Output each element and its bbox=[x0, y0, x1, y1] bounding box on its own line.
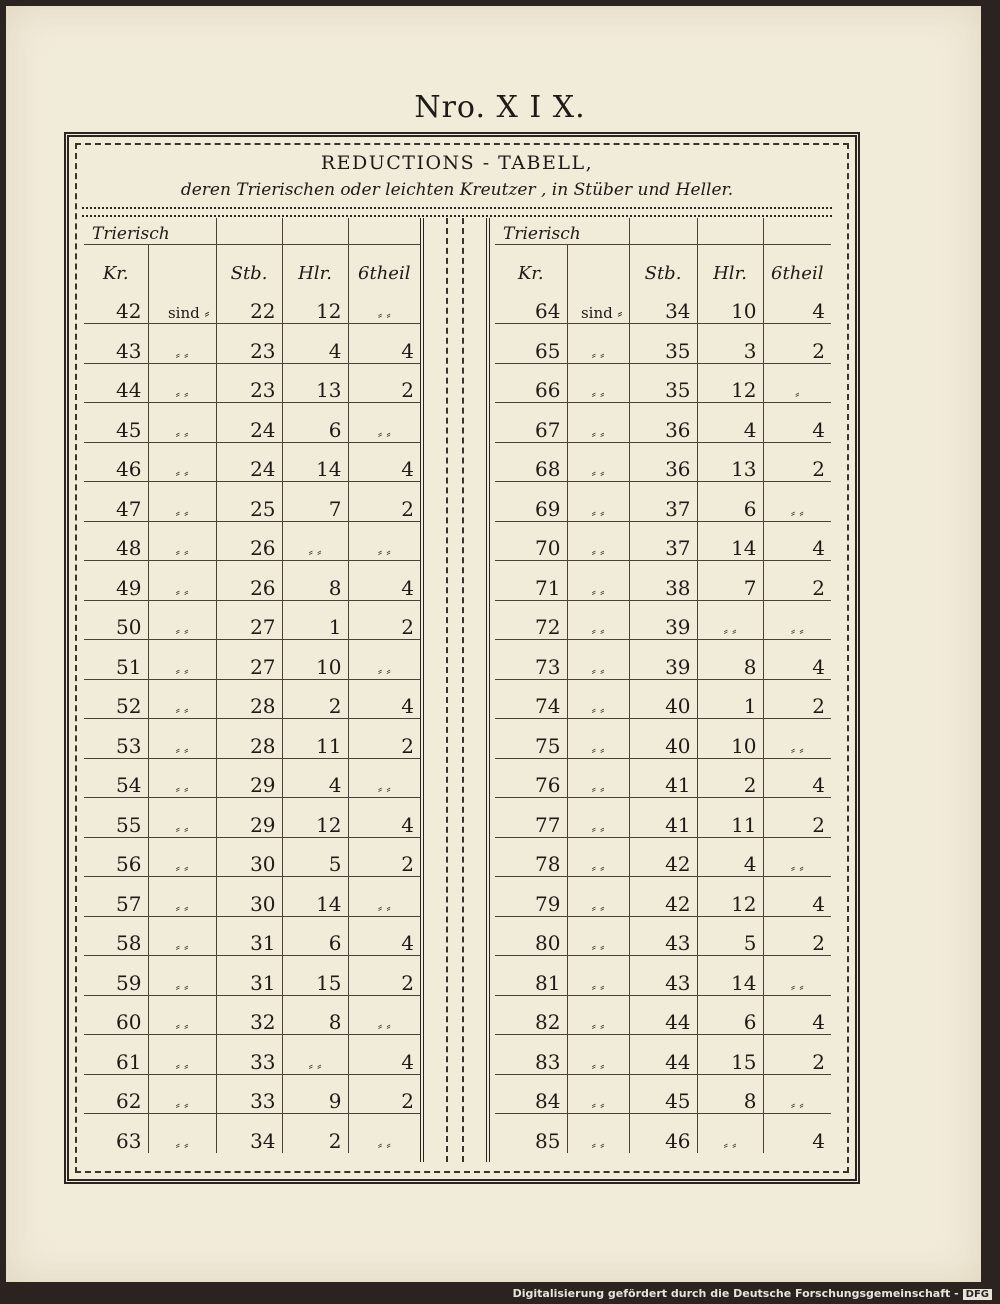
table-cell: 2 bbox=[348, 719, 420, 759]
table-cell: ⸗ ⸗ bbox=[567, 600, 629, 640]
table-cell: ⸗ ⸗ bbox=[377, 1138, 391, 1153]
table-row bbox=[84, 877, 420, 917]
table-cell: 6 bbox=[697, 482, 763, 522]
table-cell: ⸗ ⸗ bbox=[567, 1074, 629, 1114]
table-cell: ⸗ ⸗ bbox=[282, 521, 348, 561]
table-cell: 2 bbox=[763, 1035, 831, 1075]
table-cell: 61 bbox=[84, 1035, 148, 1075]
table-cell: 81 bbox=[495, 956, 567, 996]
table-cell: 11 bbox=[282, 719, 348, 759]
table-cell: 55 bbox=[84, 798, 148, 838]
table-cell: 2 bbox=[348, 600, 420, 640]
table-title: REDUCTIONS - TABELL, bbox=[320, 152, 594, 174]
ornamental-rule bbox=[82, 207, 832, 217]
table-cell: 40 bbox=[629, 719, 697, 759]
table-cell: 52 bbox=[84, 679, 148, 719]
table-cell: 15 bbox=[697, 1035, 763, 1075]
table-cell: ⸗ ⸗ bbox=[148, 877, 216, 917]
table-cell: 64 bbox=[495, 284, 567, 324]
table-cell: 5 bbox=[697, 916, 763, 956]
table-cell: 66 bbox=[495, 363, 567, 403]
table-subtitle: deren Trierischen oder leichten Kreutzer , in Stüber und Heller. bbox=[180, 180, 734, 200]
table-cell: ⸗ ⸗ bbox=[567, 798, 629, 838]
table-cell: ⸗ ⸗ bbox=[567, 719, 629, 759]
table-row bbox=[84, 561, 420, 601]
table-row bbox=[84, 403, 420, 443]
table-cell: 48 bbox=[84, 521, 148, 561]
table-cell: 12 bbox=[697, 363, 763, 403]
table-cell: 35 bbox=[629, 363, 697, 403]
table-row bbox=[84, 837, 420, 877]
table-cell: ⸗ ⸗ bbox=[148, 600, 216, 640]
table-row bbox=[495, 363, 831, 403]
table-cell: 2 bbox=[348, 482, 420, 522]
table-cell: 45 bbox=[84, 403, 148, 443]
table-cell: ⸗ ⸗ bbox=[148, 995, 216, 1035]
table-row bbox=[84, 1114, 420, 1154]
table-cell: ⸗ ⸗ bbox=[763, 956, 831, 996]
table-cell: 68 bbox=[495, 442, 567, 482]
table-cell: 4 bbox=[348, 916, 420, 956]
conversion-table-left bbox=[84, 218, 420, 1153]
table-cell: 2 bbox=[348, 363, 420, 403]
table-cell: 71 bbox=[495, 561, 567, 601]
table-cell: ⸗ ⸗ bbox=[697, 600, 763, 640]
table-cell: 22 bbox=[216, 284, 282, 324]
table-cell: 56 bbox=[84, 837, 148, 877]
table-cell: 54 bbox=[84, 758, 148, 798]
table-cell: 7 bbox=[282, 482, 348, 522]
table-cell: 36 bbox=[629, 403, 697, 443]
table-cell: ⸗ ⸗ bbox=[567, 1114, 629, 1154]
table-cell: 7 bbox=[697, 561, 763, 601]
table-row bbox=[495, 284, 831, 324]
table-cell: 10 bbox=[697, 284, 763, 324]
table-row bbox=[495, 442, 831, 482]
table-cell: 58 bbox=[84, 916, 148, 956]
table-cell: ⸗ ⸗ bbox=[148, 363, 216, 403]
table-cell: 47 bbox=[84, 482, 148, 522]
column-header: Hlr. bbox=[282, 244, 348, 284]
table-cell: 29 bbox=[216, 798, 282, 838]
table-row bbox=[495, 561, 831, 601]
table-row bbox=[84, 798, 420, 838]
table-cell: ⸗ ⸗ bbox=[567, 956, 629, 996]
table-cell: 2 bbox=[282, 679, 348, 719]
table-cell: 70 bbox=[495, 521, 567, 561]
table-cell: ⸗ ⸗ bbox=[148, 442, 216, 482]
table-cell: 38 bbox=[629, 561, 697, 601]
table-cell: 14 bbox=[697, 956, 763, 996]
table-cell: 37 bbox=[629, 482, 697, 522]
table-cell: ⸗ ⸗ bbox=[567, 442, 629, 482]
table-row bbox=[84, 1074, 420, 1114]
table-cell: 14 bbox=[282, 442, 348, 482]
table-cell: 11 bbox=[697, 798, 763, 838]
table-cell: 2 bbox=[763, 916, 831, 956]
table-cell: ⸗ ⸗ bbox=[567, 758, 629, 798]
table-cell: ⸗ ⸗ bbox=[348, 284, 420, 324]
table-cell: ⸗ ⸗ bbox=[148, 640, 216, 680]
table-cell: 53 bbox=[84, 719, 148, 759]
table-cell: 2 bbox=[763, 798, 831, 838]
group-header: Trierisch bbox=[495, 218, 629, 244]
column-header bbox=[148, 244, 216, 284]
table-cell: 29 bbox=[216, 758, 282, 798]
column-header: Stb. bbox=[629, 244, 697, 284]
dfg-logo: DFG bbox=[963, 1289, 992, 1300]
table-row bbox=[84, 916, 420, 956]
table-cell: 6 bbox=[697, 995, 763, 1035]
table-cell: ⸗ ⸗ bbox=[567, 324, 629, 364]
table-cell: 10 bbox=[282, 640, 348, 680]
table-cell: ⸗ ⸗ bbox=[148, 561, 216, 601]
credit-text: Digitalisierung gefördert durch die Deutsche Forschungsgemeinschaft - bbox=[512, 1287, 959, 1300]
table-cell: 33 bbox=[216, 1074, 282, 1114]
table-cell: 42 bbox=[84, 284, 148, 324]
table-cell: ⸗ ⸗ bbox=[567, 679, 629, 719]
ornamental-column-divider bbox=[420, 218, 490, 1162]
table-cell: ⸗ ⸗ bbox=[348, 640, 420, 680]
column-header: 6theil bbox=[771, 263, 824, 284]
digitization-credit bbox=[513, 1287, 992, 1300]
table-cell: 4 bbox=[763, 284, 831, 324]
table-cell: 14 bbox=[282, 877, 348, 917]
table-cell: 4 bbox=[763, 758, 831, 798]
table-cell: 4 bbox=[348, 798, 420, 838]
table-cell: 72 bbox=[495, 600, 567, 640]
table-cell: 67 bbox=[495, 403, 567, 443]
table-row bbox=[84, 600, 420, 640]
table-cell: ⸗ ⸗ bbox=[348, 521, 420, 561]
table-cell: 43 bbox=[84, 324, 148, 364]
table-cell: 40 bbox=[629, 679, 697, 719]
table-cell: ⸗ ⸗ bbox=[763, 482, 831, 522]
table-row bbox=[84, 956, 420, 996]
table-cell: 8 bbox=[282, 561, 348, 601]
table-cell: 13 bbox=[282, 363, 348, 403]
table-cell: 83 bbox=[495, 1035, 567, 1075]
table-cell: 35 bbox=[629, 324, 697, 364]
table-cell: 60 bbox=[84, 995, 148, 1035]
table-cell: 4 bbox=[282, 758, 348, 798]
table-row bbox=[84, 995, 420, 1035]
table-cell: 79 bbox=[495, 877, 567, 917]
table-cell: ⸗ ⸗ bbox=[148, 798, 216, 838]
table-cell: ⸗ ⸗ bbox=[148, 679, 216, 719]
table-cell: 2 bbox=[348, 1074, 420, 1114]
table-cell: ⸗ ⸗ bbox=[567, 877, 629, 917]
table-cell: 2 bbox=[763, 679, 831, 719]
table-cell: 4 bbox=[348, 561, 420, 601]
table-cell: ⸗ ⸗ bbox=[348, 877, 420, 917]
table-row bbox=[84, 284, 420, 324]
table-row bbox=[495, 482, 831, 522]
table-cell: 3 bbox=[697, 324, 763, 364]
table-cell: 24 bbox=[216, 403, 282, 443]
table-cell: 26 bbox=[216, 521, 282, 561]
table-cell: ⸗ ⸗ bbox=[763, 600, 831, 640]
table-cell: 30 bbox=[216, 837, 282, 877]
table-cell: 32 bbox=[216, 995, 282, 1035]
table-cell: ⸗ ⸗ bbox=[567, 561, 629, 601]
table-cell: ⸗ ⸗ bbox=[148, 956, 216, 996]
table-cell: 49 bbox=[84, 561, 148, 601]
table-row bbox=[495, 916, 831, 956]
table-cell: 2 bbox=[763, 442, 831, 482]
table-cell: ⸗ ⸗ bbox=[148, 482, 216, 522]
table-cell: 4 bbox=[697, 837, 763, 877]
table-cell: ⸗ ⸗ bbox=[763, 719, 831, 759]
table-cell: 65 bbox=[495, 324, 567, 364]
table-cell: 41 bbox=[629, 798, 697, 838]
table-row bbox=[495, 758, 831, 798]
table-cell: 4 bbox=[763, 403, 831, 443]
table-cell: ⸗ ⸗ bbox=[148, 1074, 216, 1114]
table-cell: ⸗ ⸗ bbox=[763, 837, 831, 877]
table-cell: 27 bbox=[216, 640, 282, 680]
table-row bbox=[495, 995, 831, 1035]
table-cell: ⸗ ⸗ bbox=[148, 837, 216, 877]
table-row bbox=[84, 758, 420, 798]
table-row bbox=[495, 1114, 831, 1154]
table-cell: 57 bbox=[84, 877, 148, 917]
table-cell: 80 bbox=[495, 916, 567, 956]
table-row bbox=[495, 956, 831, 996]
table-cell: sind ⸗ bbox=[567, 284, 629, 324]
table-cell: ⸗ ⸗ bbox=[567, 640, 629, 680]
table-cell: 4 bbox=[348, 324, 420, 364]
table-cell: 4 bbox=[282, 324, 348, 364]
table-cell: 27 bbox=[216, 600, 282, 640]
table-row bbox=[495, 798, 831, 838]
table-cell: 1 bbox=[697, 679, 763, 719]
table-cell: ⸗ ⸗ bbox=[148, 916, 216, 956]
table-cell: ⸗ ⸗ bbox=[567, 482, 629, 522]
table-cell: 28 bbox=[216, 679, 282, 719]
table-cell: 2 bbox=[697, 758, 763, 798]
table-cell: 31 bbox=[216, 956, 282, 996]
table-cell: 44 bbox=[629, 995, 697, 1035]
table-cell: 59 bbox=[84, 956, 148, 996]
table-cell: 4 bbox=[697, 403, 763, 443]
table-cell: 42 bbox=[629, 877, 697, 917]
column-header: Kr. bbox=[84, 244, 148, 284]
table-row bbox=[495, 837, 831, 877]
table-cell: 78 bbox=[495, 837, 567, 877]
table-cell: 23 bbox=[216, 363, 282, 403]
table-row bbox=[495, 1074, 831, 1114]
table-cell: 25 bbox=[216, 482, 282, 522]
table-cell: 77 bbox=[495, 798, 567, 838]
table-cell: 2 bbox=[282, 1114, 348, 1154]
table-cell: 74 bbox=[495, 679, 567, 719]
table-row bbox=[495, 324, 831, 364]
table-cell: 2 bbox=[763, 324, 831, 364]
table-row bbox=[495, 679, 831, 719]
table-cell: 43 bbox=[629, 956, 697, 996]
column-header: Stb. bbox=[216, 244, 282, 284]
table-cell: 46 bbox=[84, 442, 148, 482]
table-row bbox=[495, 521, 831, 561]
table-row bbox=[495, 1035, 831, 1075]
table-row bbox=[84, 363, 420, 403]
table-cell: 12 bbox=[282, 284, 348, 324]
table-cell: 24 bbox=[216, 442, 282, 482]
table-cell: 6 bbox=[282, 403, 348, 443]
table-cell: ⸗ ⸗ bbox=[567, 916, 629, 956]
table-cell: 13 bbox=[697, 442, 763, 482]
table-cell: 82 bbox=[495, 995, 567, 1035]
column-header: Hlr. bbox=[697, 244, 763, 284]
table-cell: 50 bbox=[84, 600, 148, 640]
table-cell: 37 bbox=[629, 521, 697, 561]
group-header: Trierisch bbox=[84, 218, 216, 244]
table-cell: 62 bbox=[84, 1074, 148, 1114]
table-cell: 10 bbox=[697, 719, 763, 759]
column-header: Kr. bbox=[495, 244, 567, 284]
table-cell: ⸗ ⸗ bbox=[567, 995, 629, 1035]
table-row bbox=[495, 640, 831, 680]
table-row bbox=[84, 482, 420, 522]
table-cell: ⸗ ⸗ bbox=[567, 1035, 629, 1075]
table-cell: ⸗ ⸗ bbox=[567, 521, 629, 561]
table-cell: 12 bbox=[282, 798, 348, 838]
table-row bbox=[84, 640, 420, 680]
table-cell: ⸗ ⸗ bbox=[148, 324, 216, 364]
table-cell: 41 bbox=[629, 758, 697, 798]
table-cell: ⸗ ⸗ bbox=[567, 363, 629, 403]
table-cell: ⸗ ⸗ bbox=[148, 521, 216, 561]
page-number: Nro. X I X. bbox=[414, 90, 586, 125]
table-row bbox=[495, 877, 831, 917]
table-cell: 4 bbox=[812, 1129, 826, 1153]
table-cell: 36 bbox=[629, 442, 697, 482]
table-cell: 34 bbox=[216, 1114, 282, 1154]
table-cell: 34 bbox=[629, 284, 697, 324]
table-cell: 75 bbox=[495, 719, 567, 759]
table-row bbox=[495, 719, 831, 759]
conversion-table-right bbox=[495, 218, 831, 1153]
table-cell: 23 bbox=[216, 324, 282, 364]
table-cell: ⸗ ⸗ bbox=[148, 1035, 216, 1075]
column-header bbox=[567, 244, 629, 284]
table-cell: 12 bbox=[697, 877, 763, 917]
table-row bbox=[495, 403, 831, 443]
table-cell: ⸗ ⸗ bbox=[348, 403, 420, 443]
table-cell: ⸗ bbox=[763, 363, 831, 403]
table-cell: ⸗ ⸗ bbox=[348, 758, 420, 798]
table-cell: 39 bbox=[629, 640, 697, 680]
table-cell: 2 bbox=[348, 956, 420, 996]
table-row bbox=[495, 600, 831, 640]
table-cell: 73 bbox=[495, 640, 567, 680]
table-cell: ⸗ ⸗ bbox=[567, 403, 629, 443]
table-cell: ⸗ ⸗ bbox=[763, 1074, 831, 1114]
table-cell: 44 bbox=[629, 1035, 697, 1075]
table-cell: 4 bbox=[763, 640, 831, 680]
table-cell: 4 bbox=[763, 521, 831, 561]
table-cell: 43 bbox=[629, 916, 697, 956]
table-cell: ⸗ ⸗ bbox=[148, 758, 216, 798]
table-cell: 42 bbox=[629, 837, 697, 877]
table-cell: 26 bbox=[216, 561, 282, 601]
table-cell: 5 bbox=[282, 837, 348, 877]
table-cell: 2 bbox=[763, 561, 831, 601]
table-cell: 9 bbox=[282, 1074, 348, 1114]
table-cell: 6 bbox=[282, 916, 348, 956]
table-cell: 8 bbox=[697, 640, 763, 680]
table-row bbox=[84, 679, 420, 719]
table-cell: 1 bbox=[282, 600, 348, 640]
table-cell: 8 bbox=[282, 995, 348, 1035]
table-cell: 28 bbox=[216, 719, 282, 759]
table-cell: ⸗ ⸗ bbox=[148, 1114, 216, 1154]
table-cell: 85 bbox=[495, 1114, 567, 1154]
table-cell: 44 bbox=[84, 363, 148, 403]
table-row bbox=[84, 1035, 420, 1075]
table-cell: 45 bbox=[629, 1074, 697, 1114]
table-cell: ⸗ ⸗ bbox=[148, 403, 216, 443]
table-cell: 46 bbox=[629, 1114, 697, 1154]
column-header: 6theil bbox=[358, 263, 411, 284]
table-cell: 84 bbox=[495, 1074, 567, 1114]
table-cell: 2 bbox=[348, 837, 420, 877]
table-row bbox=[84, 324, 420, 364]
table-cell: 15 bbox=[282, 956, 348, 996]
table-cell: 30 bbox=[216, 877, 282, 917]
table-cell: ⸗ ⸗ bbox=[348, 995, 420, 1035]
table-cell: sind ⸗ bbox=[148, 284, 216, 324]
table-cell: 76 bbox=[495, 758, 567, 798]
table-cell: 33 bbox=[216, 1035, 282, 1075]
table-row bbox=[84, 719, 420, 759]
table-cell: 4 bbox=[348, 442, 420, 482]
table-cell: 69 bbox=[495, 482, 567, 522]
table-cell: 4 bbox=[348, 1035, 420, 1075]
table-cell: 4 bbox=[763, 995, 831, 1035]
table-row bbox=[84, 521, 420, 561]
table-cell: 63 bbox=[84, 1114, 148, 1154]
table-cell: 51 bbox=[84, 640, 148, 680]
table-cell: 31 bbox=[216, 916, 282, 956]
table-cell: ⸗ ⸗ bbox=[282, 1035, 348, 1075]
table-cell: 4 bbox=[348, 679, 420, 719]
table-cell: 39 bbox=[629, 600, 697, 640]
table-cell: ⸗ ⸗ bbox=[697, 1114, 763, 1154]
table-cell: ⸗ ⸗ bbox=[148, 719, 216, 759]
table-cell: 8 bbox=[697, 1074, 763, 1114]
table-cell: 14 bbox=[697, 521, 763, 561]
table-row bbox=[84, 442, 420, 482]
table-cell: 4 bbox=[763, 877, 831, 917]
table-cell: ⸗ ⸗ bbox=[567, 837, 629, 877]
